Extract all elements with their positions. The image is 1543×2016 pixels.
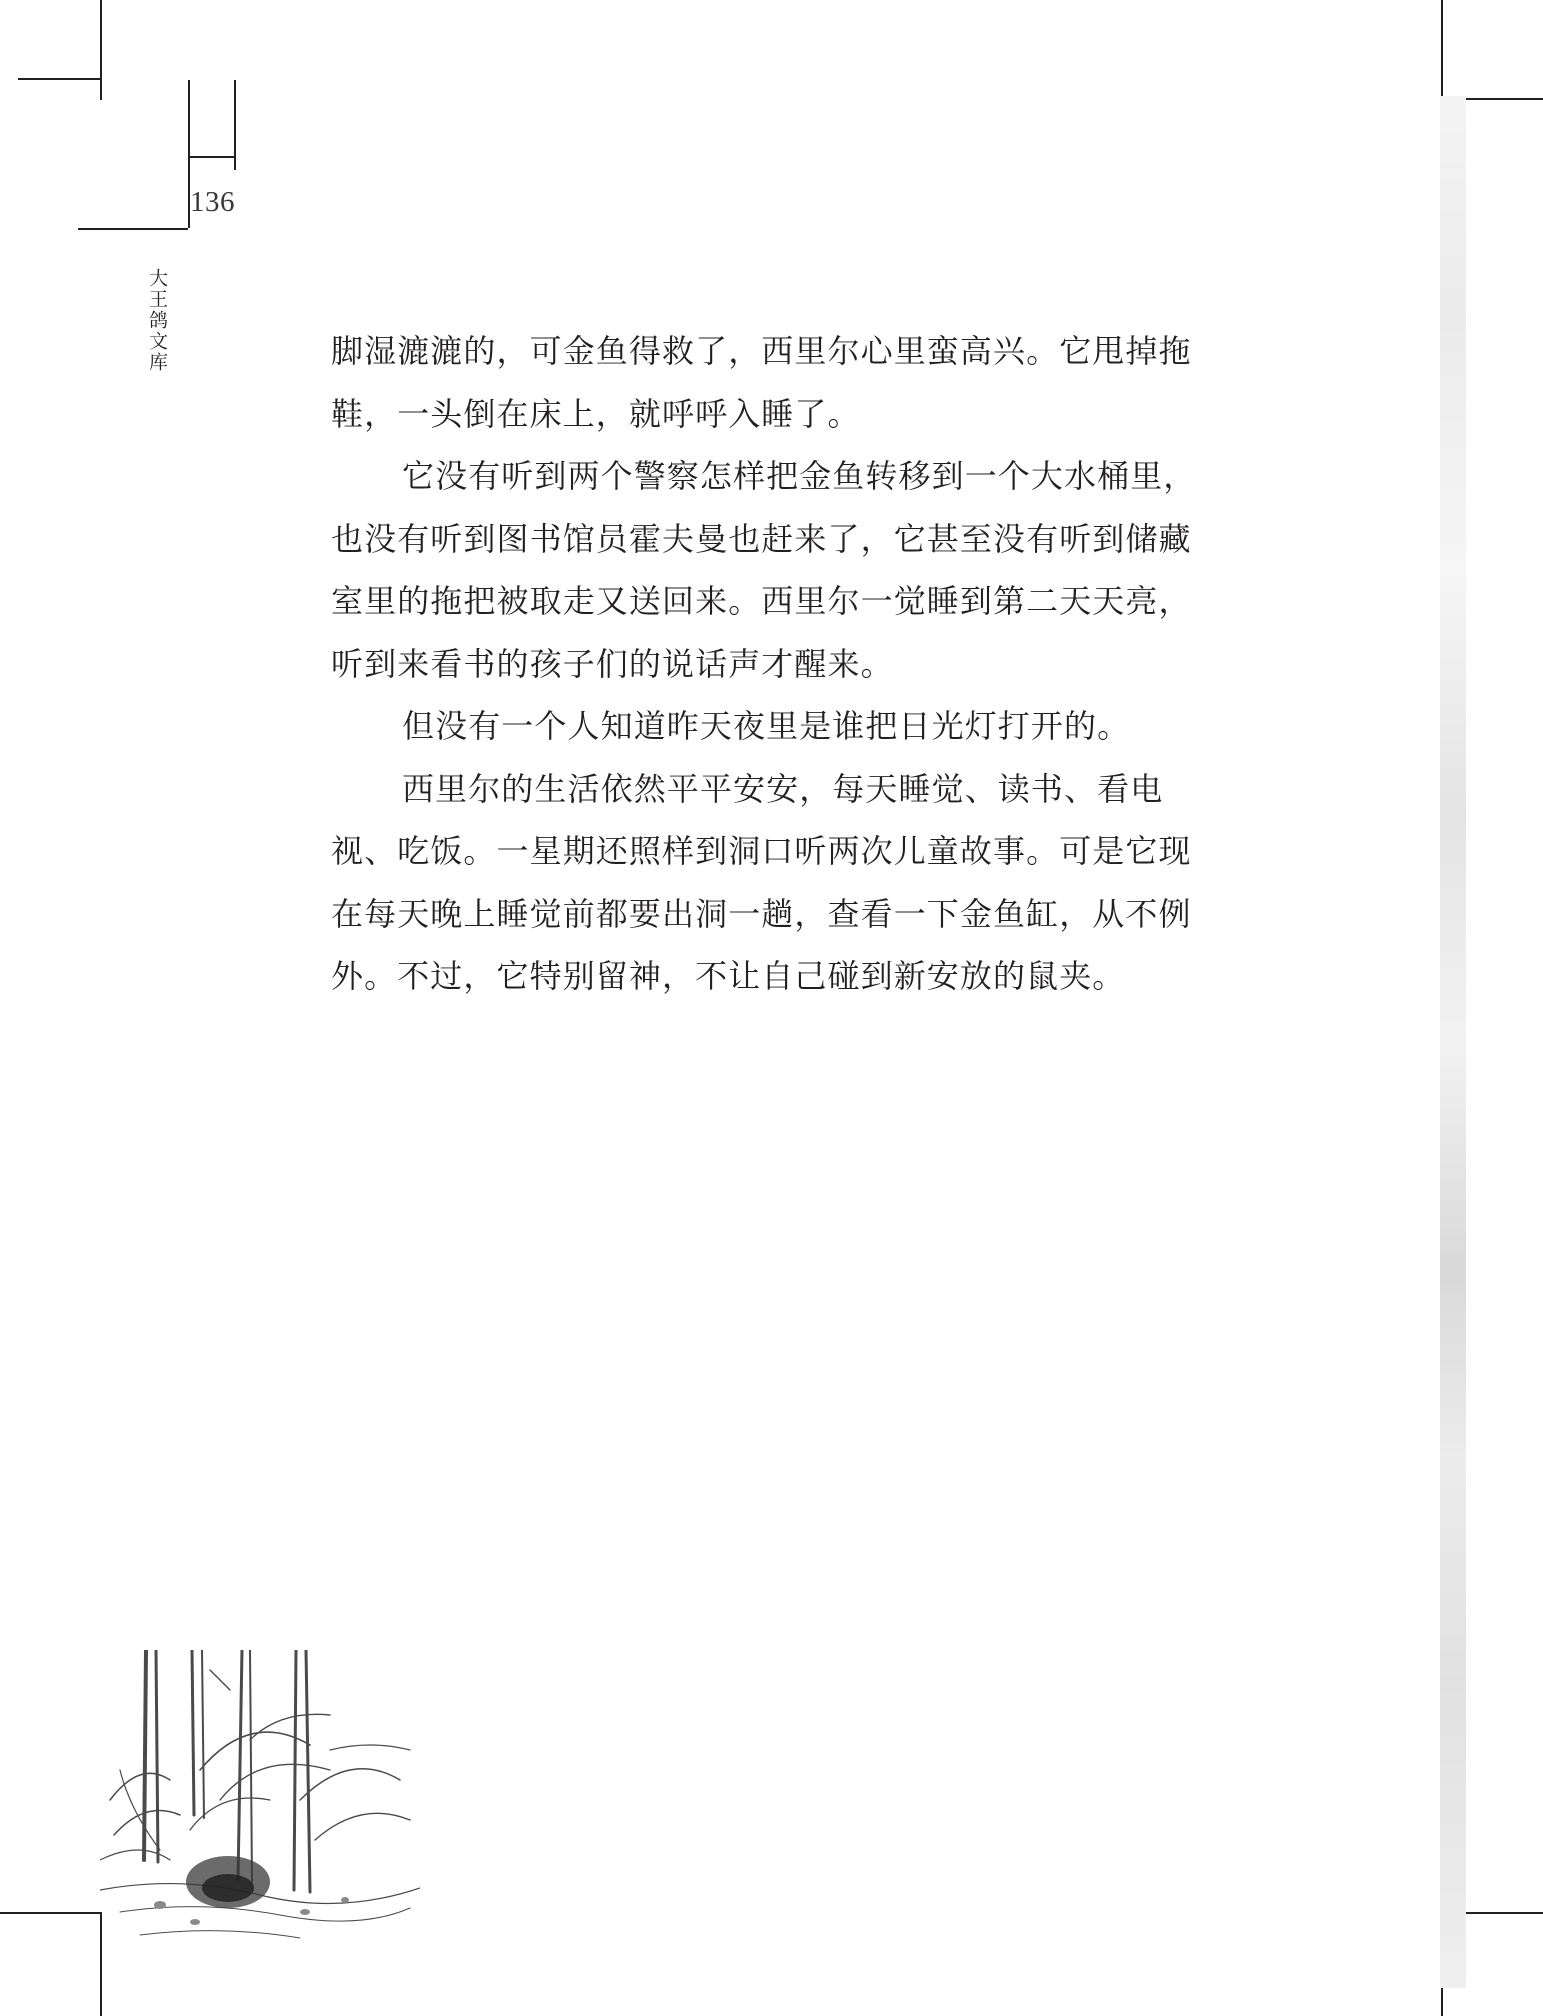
crop-mark [188, 80, 190, 156]
paragraph: 但没有一个人知道昨天夜里是谁把日光灯打开的。 [402, 707, 1131, 745]
page-number: 136 [190, 186, 235, 218]
paragraph: 西里尔的生活依然平平安安，每天睡觉、读书、看电视、吃饭。一星期还照样到洞口听两次儿童故事。可是它现在每天晚上睡觉前都要出洞一趟，查看一下金鱼缸，从不例外。不过，它特别留神，不让自己碰到新安放的鼠夹。 [331, 769, 1192, 995]
page-edge-texture [1440, 96, 1466, 1988]
crop-mark [0, 1912, 100, 1914]
crop-mark [1441, 0, 1443, 100]
crop-mark [100, 0, 102, 100]
crop-mark [18, 78, 100, 80]
crop-mark [78, 228, 188, 230]
forest-illustration [100, 1650, 420, 1950]
crop-mark [188, 156, 234, 158]
series-title: 大王鸽文库 [146, 268, 168, 373]
paragraph: 它没有听到两个警察怎样把金鱼转移到一个大水桶里，也没有听到图书馆员霍夫曼也赶来了，它甚至没有听到储藏室里的拖把被取走又送回来。西里尔一觉睡到第二天天亮，听到来看书的孩子们的说话声才醒来。 [331, 457, 1197, 683]
paragraph: 脚湿漉漉的，可金鱼得救了，西里尔心里蛮高兴。它甩掉拖鞋，一头倒在床上，就呼呼入睡了。 [331, 332, 1192, 433]
body-text [331, 320, 1199, 1008]
crop-mark [234, 80, 236, 170]
